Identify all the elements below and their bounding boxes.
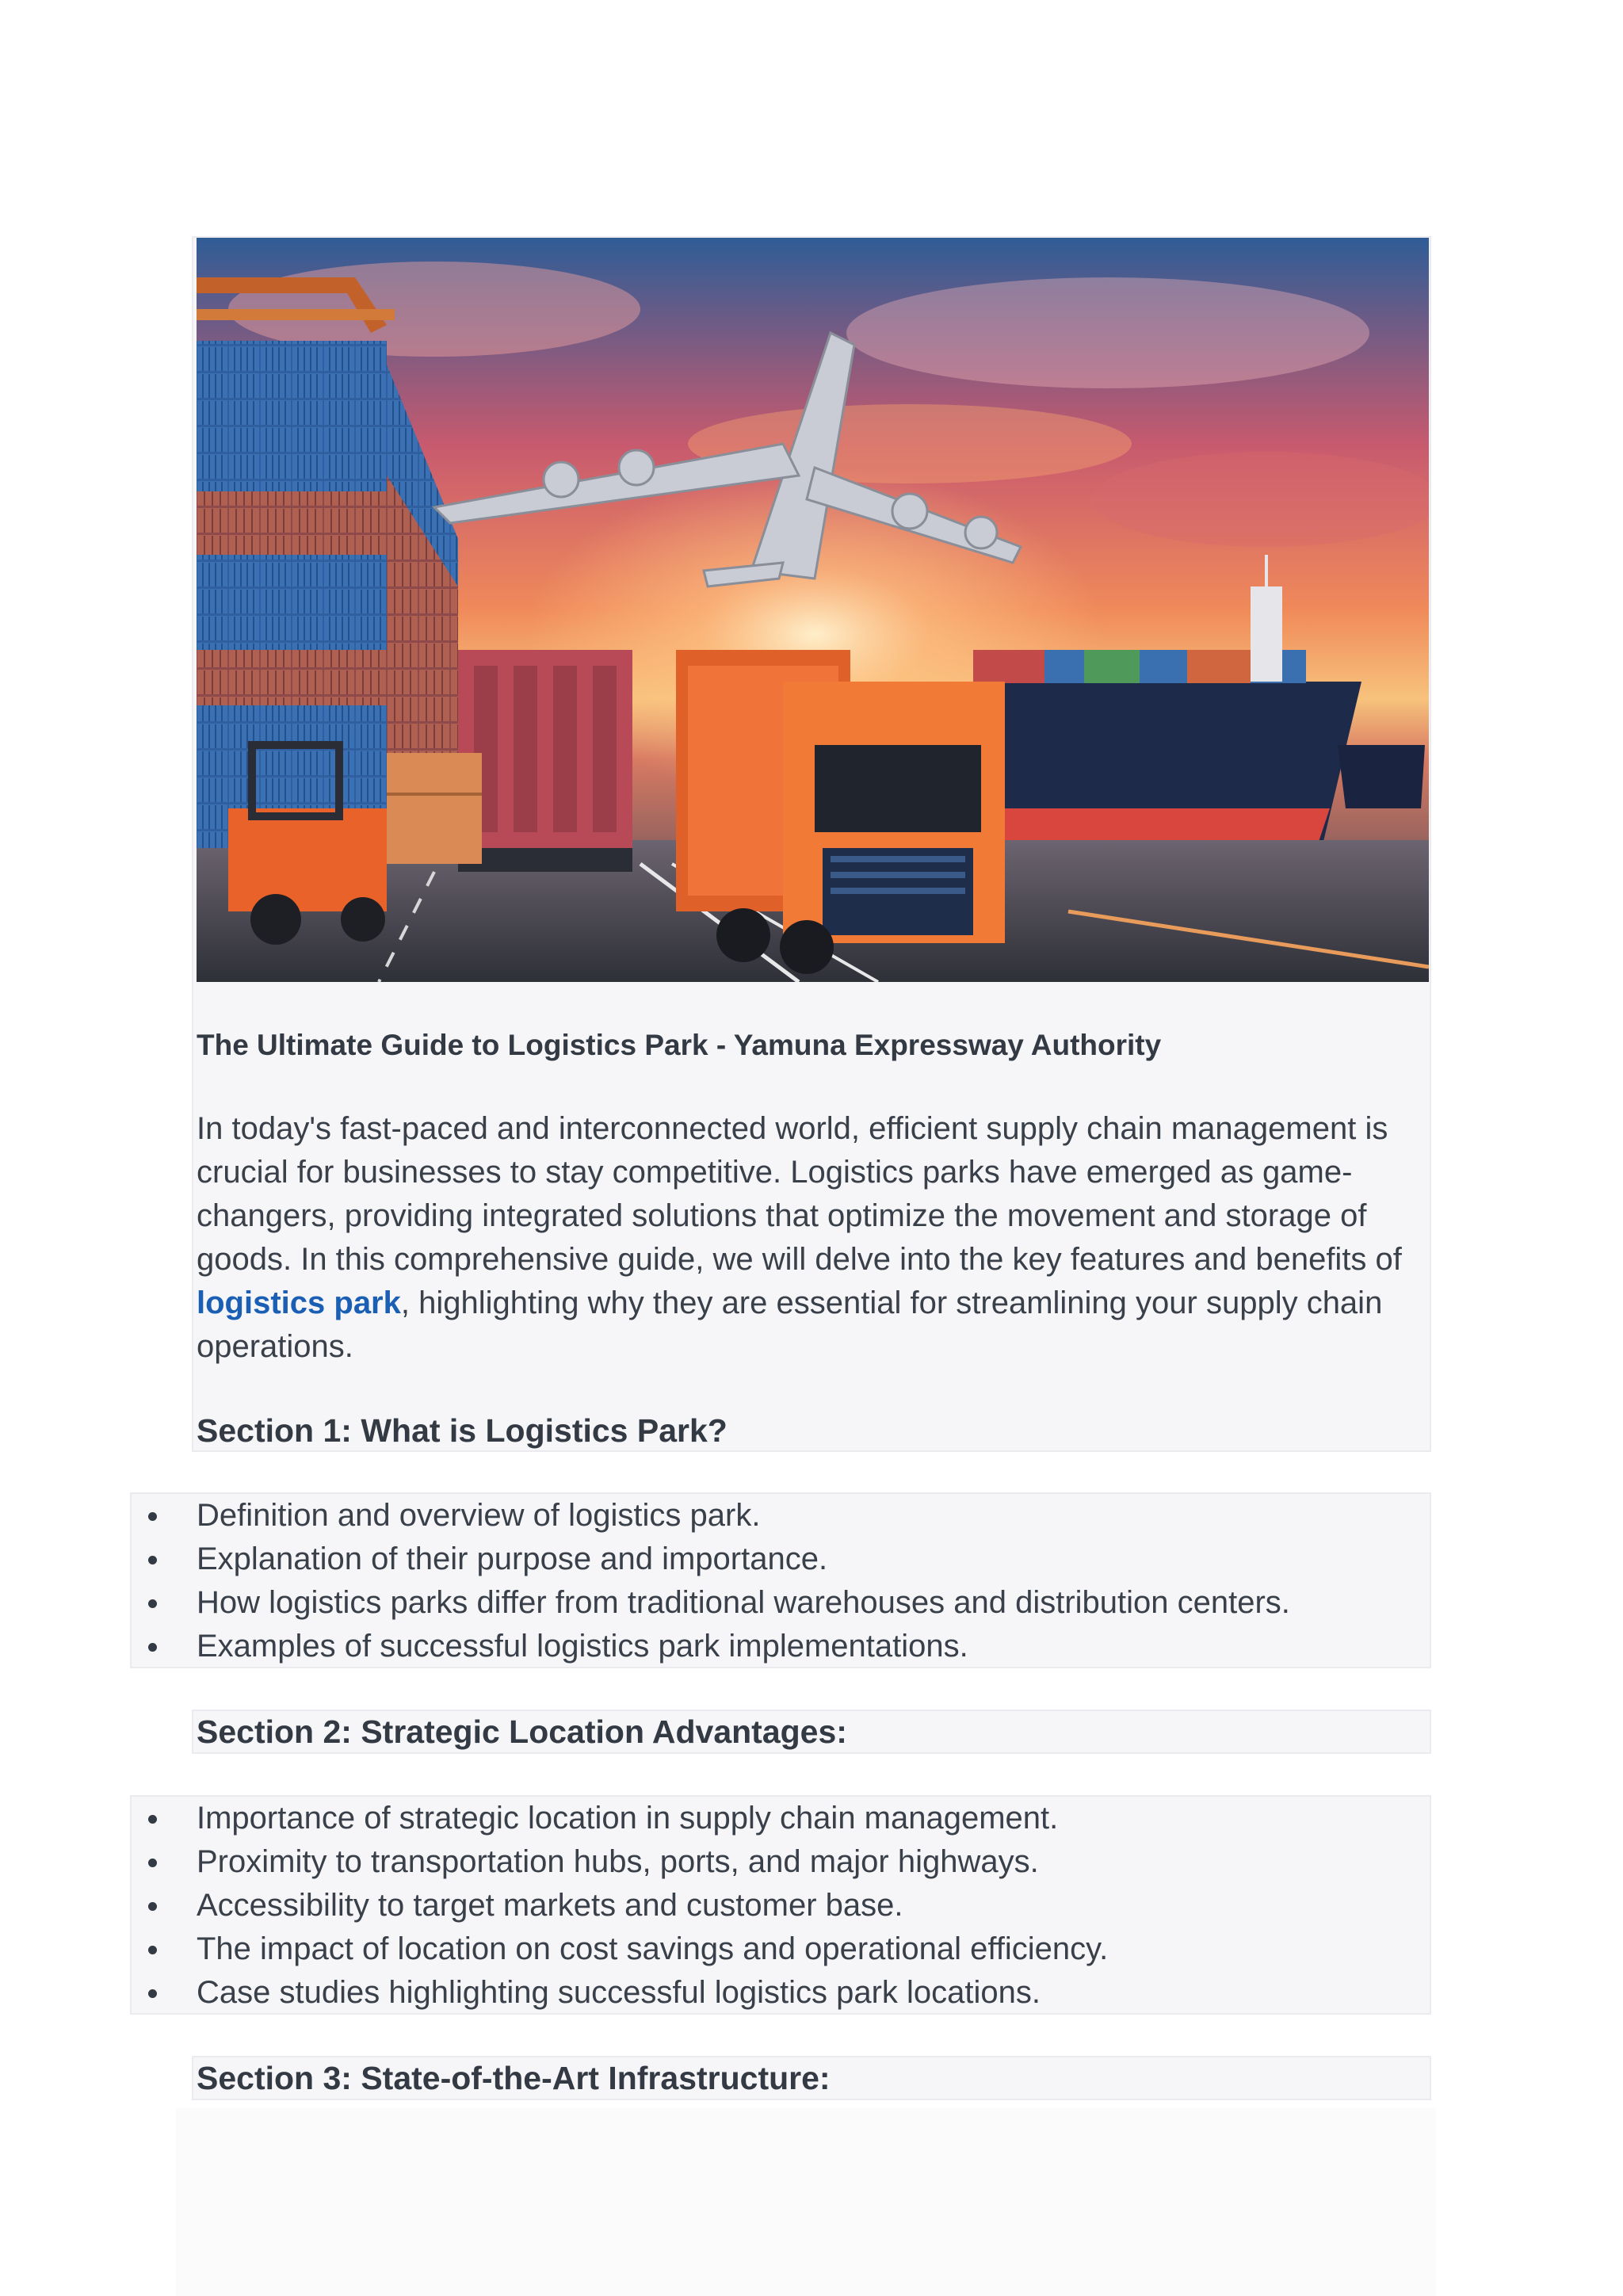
list-item: Explanation of their purpose and importance. <box>130 1538 1290 1581</box>
list-item: How logistics parks differ from traditional warehouses and distribution centers. <box>130 1581 1290 1625</box>
bullet-icon <box>148 1989 157 1998</box>
bullet-icon <box>148 1643 157 1652</box>
list-item: The impact of location on cost savings and operational efficiency. <box>130 1927 1108 1971</box>
intro-text: In today's fast-paced and interconnected world, efficient supply chain management is crucial for businesses to stay competitive. Logistics parks have emerged as game-changers, providing integrated solutions that optimize the movement and storage of goods. In this comprehensive guide, we will delve into the key features and benefits of <box>197 1111 1402 1277</box>
hero-image <box>197 238 1429 982</box>
section-3-heading: Section 3: State-of-the-Art Infrastructure: <box>197 2060 831 2096</box>
section-2-heading: Section 2: Strategic Location Advantages: <box>197 1713 847 1750</box>
intro-paragraph <box>197 1107 1429 1369</box>
document-title: The Ultimate Guide to Logistics Park - Yamuna Expressway Authority <box>197 1029 1162 1061</box>
list-item: Accessibility to target markets and customer base. <box>130 1884 1108 1927</box>
list-item: Definition and overview of logistics park. <box>130 1494 1290 1538</box>
section-1-list <box>130 1494 1290 1668</box>
bullet-icon <box>148 1512 157 1521</box>
bullet-icon <box>148 1902 157 1911</box>
page-shade <box>176 2108 1436 2296</box>
list-item: Examples of successful logistics park implementations. <box>130 1625 1290 1668</box>
intro-text-end: , highlighting why they are essential for streamlining your supply chain operations. <box>197 1286 1383 1364</box>
section-1-heading: Section 1: What is Logistics Park? <box>197 1412 727 1449</box>
list-item: Importance of strategic location in supply chain management. <box>130 1797 1108 1840</box>
list-item: Proximity to transportation hubs, ports, and major highways. <box>130 1840 1108 1884</box>
bullet-icon <box>148 1815 157 1824</box>
logistics-park-link[interactable]: logistics park <box>197 1286 401 1320</box>
list-item: Case studies highlighting successful logistics park locations. <box>130 1971 1108 2015</box>
section-2-list <box>130 1797 1108 2015</box>
bullet-icon <box>148 1556 157 1564</box>
bullet-icon <box>148 1599 157 1608</box>
bullet-icon <box>148 1946 157 1954</box>
bullet-icon <box>148 1859 157 1867</box>
